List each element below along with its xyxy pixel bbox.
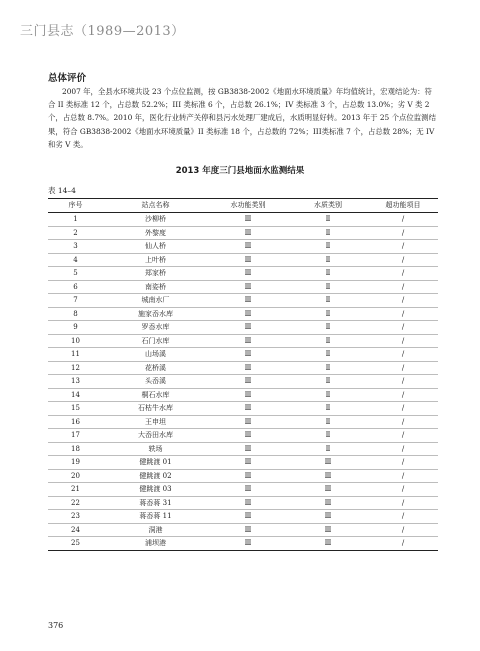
cell-serial-number: 25 [71,539,80,547]
cell-site-name: 施家岙水库 [138,309,173,318]
cell-exceeding-items: / [401,296,405,304]
cell-site-name: 郑家桥 [145,269,166,277]
cell-serial-number: 14 [71,390,80,399]
cell-function-class: Ⅲ [244,539,252,547]
table-row [48,334,438,348]
cell-serial-number: 15 [71,404,80,412]
cell-quality-class: Ⅱ [325,242,331,250]
cell-site-name: 轶场 [148,444,163,453]
cell-serial-number: 2 [73,228,78,237]
cell-quality-class: Ⅱ [325,296,331,304]
cell-exceeding-items: / [401,269,405,277]
cell-site-name: 石门水库 [141,336,170,345]
table-row [48,483,438,497]
section-heading: 总体评价 [48,73,87,84]
cell-function-class: Ⅲ [244,404,252,412]
cell-serial-number: 21 [71,485,80,493]
cell-serial-number: 12 [71,363,80,372]
cell-exceeding-items: / [401,512,405,520]
table-row [48,375,438,389]
cell-serial-number: 6 [73,282,78,291]
cell-site-name: 健跳渡 01 [139,458,172,466]
cell-site-name: 蒋岙蒋 11 [139,512,172,520]
cell-quality-class: Ⅱ [325,363,331,372]
cell-quality-class: Ⅱ [325,377,331,385]
cell-function-class: Ⅲ [244,444,252,453]
table-row [48,537,438,551]
cell-function-class: Ⅲ [244,282,252,291]
cell-exceeding-items: / [401,458,405,466]
cell-function-class: Ⅲ [244,242,252,250]
cell-serial-number: 19 [71,458,80,466]
table-row [48,348,438,362]
cell-serial-number: 20 [71,471,80,480]
cell-site-name: 大岙田水库 [138,431,173,439]
cell-quality-class: Ⅱ [325,404,331,412]
table-row [48,456,438,470]
cell-exceeding-items: / [401,377,405,385]
cell-function-class: Ⅲ [244,377,252,385]
cell-serial-number: 13 [71,377,80,385]
cell-exceeding-items: / [401,282,405,291]
table-row [48,213,438,227]
cell-quality-class: Ⅲ [324,539,332,547]
page-number: 376 [48,621,64,630]
cell-site-name: 蒋岙蒋 31 [139,498,172,507]
cell-function-class: Ⅲ [244,309,252,318]
cell-site-name: 罗岙水库 [141,323,170,331]
table-row [48,307,438,321]
cell-serial-number: 1 [73,215,78,223]
cell-site-name: 健跳渡 03 [139,485,172,493]
cell-site-name: 仙人桥 [145,242,166,250]
cell-serial-number: 16 [71,417,80,426]
table-row [48,429,438,443]
header-function-class: 水功能类别 [208,199,288,213]
cell-exceeding-items: / [401,485,405,493]
cell-site-name: 花桥溪 [145,363,166,372]
cell-site-name: 王申坦 [145,417,166,426]
cell-function-class: Ⅲ [244,458,252,466]
header-exceeding-items: 超功能项目 [368,199,438,213]
cell-serial-number: 5 [73,269,78,277]
cell-exceeding-items: / [401,309,405,318]
cell-exceeding-items: / [401,228,405,237]
cell-function-class: Ⅲ [244,471,252,480]
cell-exceeding-items: / [401,323,405,331]
cell-function-class: Ⅲ [244,417,252,426]
cell-function-class: Ⅲ [244,498,252,507]
cell-serial-number: 7 [73,296,78,304]
cell-serial-number: 9 [73,323,78,331]
table-row [48,321,438,335]
cell-serial-number: 10 [71,336,80,345]
cell-quality-class: Ⅱ [325,269,331,277]
cell-site-name: 头岙溪 [145,377,166,385]
header-serial-number: 序号 [48,199,103,213]
cell-quality-class: Ⅱ [325,390,331,399]
cell-quality-class: Ⅲ [324,485,332,493]
cell-serial-number: 22 [71,498,80,507]
cell-exceeding-items: / [401,390,405,399]
table-row [48,523,438,537]
cell-function-class: Ⅲ [244,512,252,520]
table-row [48,280,438,294]
cell-exceeding-items: / [401,525,405,534]
cell-quality-class: Ⅱ [325,255,331,264]
table-title: 2013 年度三门县地面水监测结果 [175,166,305,176]
cell-quality-class: Ⅲ [324,498,332,507]
cell-function-class: Ⅲ [244,525,252,534]
cell-quality-class: Ⅲ [324,458,332,466]
cell-site-name: 南姿桥 [145,282,166,291]
table-row [48,510,438,524]
cell-site-name: 沙柳桥 [145,215,166,223]
table-row [48,496,438,510]
table-row [48,402,438,416]
cell-site-name: 上叶桥 [145,255,166,264]
cell-serial-number: 4 [73,255,78,264]
cell-serial-number: 11 [71,350,80,358]
cell-quality-class: Ⅱ [325,228,331,237]
table-row [48,253,438,267]
cell-quality-class: Ⅱ [325,417,331,426]
cell-exceeding-items: / [401,417,405,426]
header-site-name: 站点名称 [103,199,208,213]
cell-quality-class: Ⅱ [325,282,331,291]
table-header-row [48,199,438,213]
table-row [48,442,438,456]
cell-function-class: Ⅲ [244,336,252,345]
cell-site-name: 城南水厂 [141,296,170,304]
running-head: 三门县志（1989—2013） [20,24,185,39]
cell-site-name: 山场溪 [145,350,166,358]
table-header [48,199,438,213]
cell-quality-class: Ⅱ [325,309,331,318]
cell-exceeding-items: / [401,471,405,480]
cell-exceeding-items: / [401,242,405,250]
table-body [48,213,438,551]
cell-quality-class: Ⅱ [325,350,331,358]
cell-function-class: Ⅲ [244,296,252,304]
cell-site-name: 外黎度 [145,228,166,237]
cell-function-class: Ⅲ [244,255,252,264]
cell-exceeding-items: / [401,363,405,372]
cell-site-name: 浦坝港 [145,539,166,547]
cell-exceeding-items: / [401,404,405,412]
table-row [48,240,438,254]
cell-function-class: Ⅲ [244,350,252,358]
cell-exceeding-items: / [401,444,405,453]
cell-quality-class: Ⅱ [325,444,331,453]
table-row [48,226,438,240]
header-quality-class: 水质类别 [288,199,368,213]
cell-function-class: Ⅲ [244,390,252,399]
cell-function-class: Ⅲ [244,228,252,237]
cell-site-name: 健跳渡 02 [139,471,172,480]
cell-serial-number: 18 [71,444,80,453]
cell-function-class: Ⅲ [244,323,252,331]
cell-quality-class: Ⅱ [325,215,331,223]
cell-exceeding-items: / [401,255,405,264]
table-row [48,361,438,375]
cell-serial-number: 3 [73,242,78,250]
cell-serial-number: 23 [71,512,80,520]
cell-exceeding-items: / [401,336,405,345]
cell-exceeding-items: / [401,498,405,507]
paragraph: 2007 年，全县水环境共设 23 个点位监测，按 GB3838-2002《地面水环境质量》年均值统计，宏观结论为：符合 II 类标准 12 个，占总数 52.2%；III 类标准 6 个，占总数 26.1%；IV 类标准 3 个，占总数 13.0%；劣 V 类 2 个，占总数 8.7%。2010 年，医化行业转产关停和县污水处理厂建成后，水质明显好转。2013 年于 25 个点位监测结果，符合 GB3838-2002《地面水环境质量》II 类标准 18 个，占总数的 72%；III类标准 7 个，占总数 28%；无 IV 和劣 V 类。 [48,87,436,149]
cell-quality-class: Ⅲ [324,512,332,520]
table-row [48,267,438,281]
cell-function-class: Ⅲ [244,215,252,223]
table-row [48,388,438,402]
cell-serial-number: 24 [71,525,80,534]
cell-exceeding-items: / [401,350,405,358]
cell-quality-class: Ⅱ [325,336,331,345]
cell-quality-class: Ⅲ [324,471,332,480]
cell-serial-number: 8 [73,309,78,318]
table-row [48,294,438,308]
cell-quality-class: Ⅱ [325,431,331,439]
body-text [48,85,438,151]
cell-exceeding-items: / [401,539,405,547]
cell-quality-class: Ⅲ [324,525,332,534]
cell-function-class: Ⅲ [244,431,252,439]
cell-function-class: Ⅲ [244,363,252,372]
cell-exceeding-items: / [401,431,405,439]
table-label: 表 14–4 [48,186,76,195]
cell-quality-class: Ⅱ [325,323,331,331]
monitoring-results-table [48,198,438,551]
cell-site-name: 洞港 [148,525,163,534]
cell-serial-number: 17 [71,431,80,439]
cell-exceeding-items: / [401,215,405,223]
cell-site-name: 桐石水库 [141,390,170,399]
cell-function-class: Ⅲ [244,269,252,277]
cell-site-name: 石枯牛水库 [138,404,173,412]
table-row [48,415,438,429]
cell-function-class: Ⅲ [244,485,252,493]
table-row [48,469,438,483]
